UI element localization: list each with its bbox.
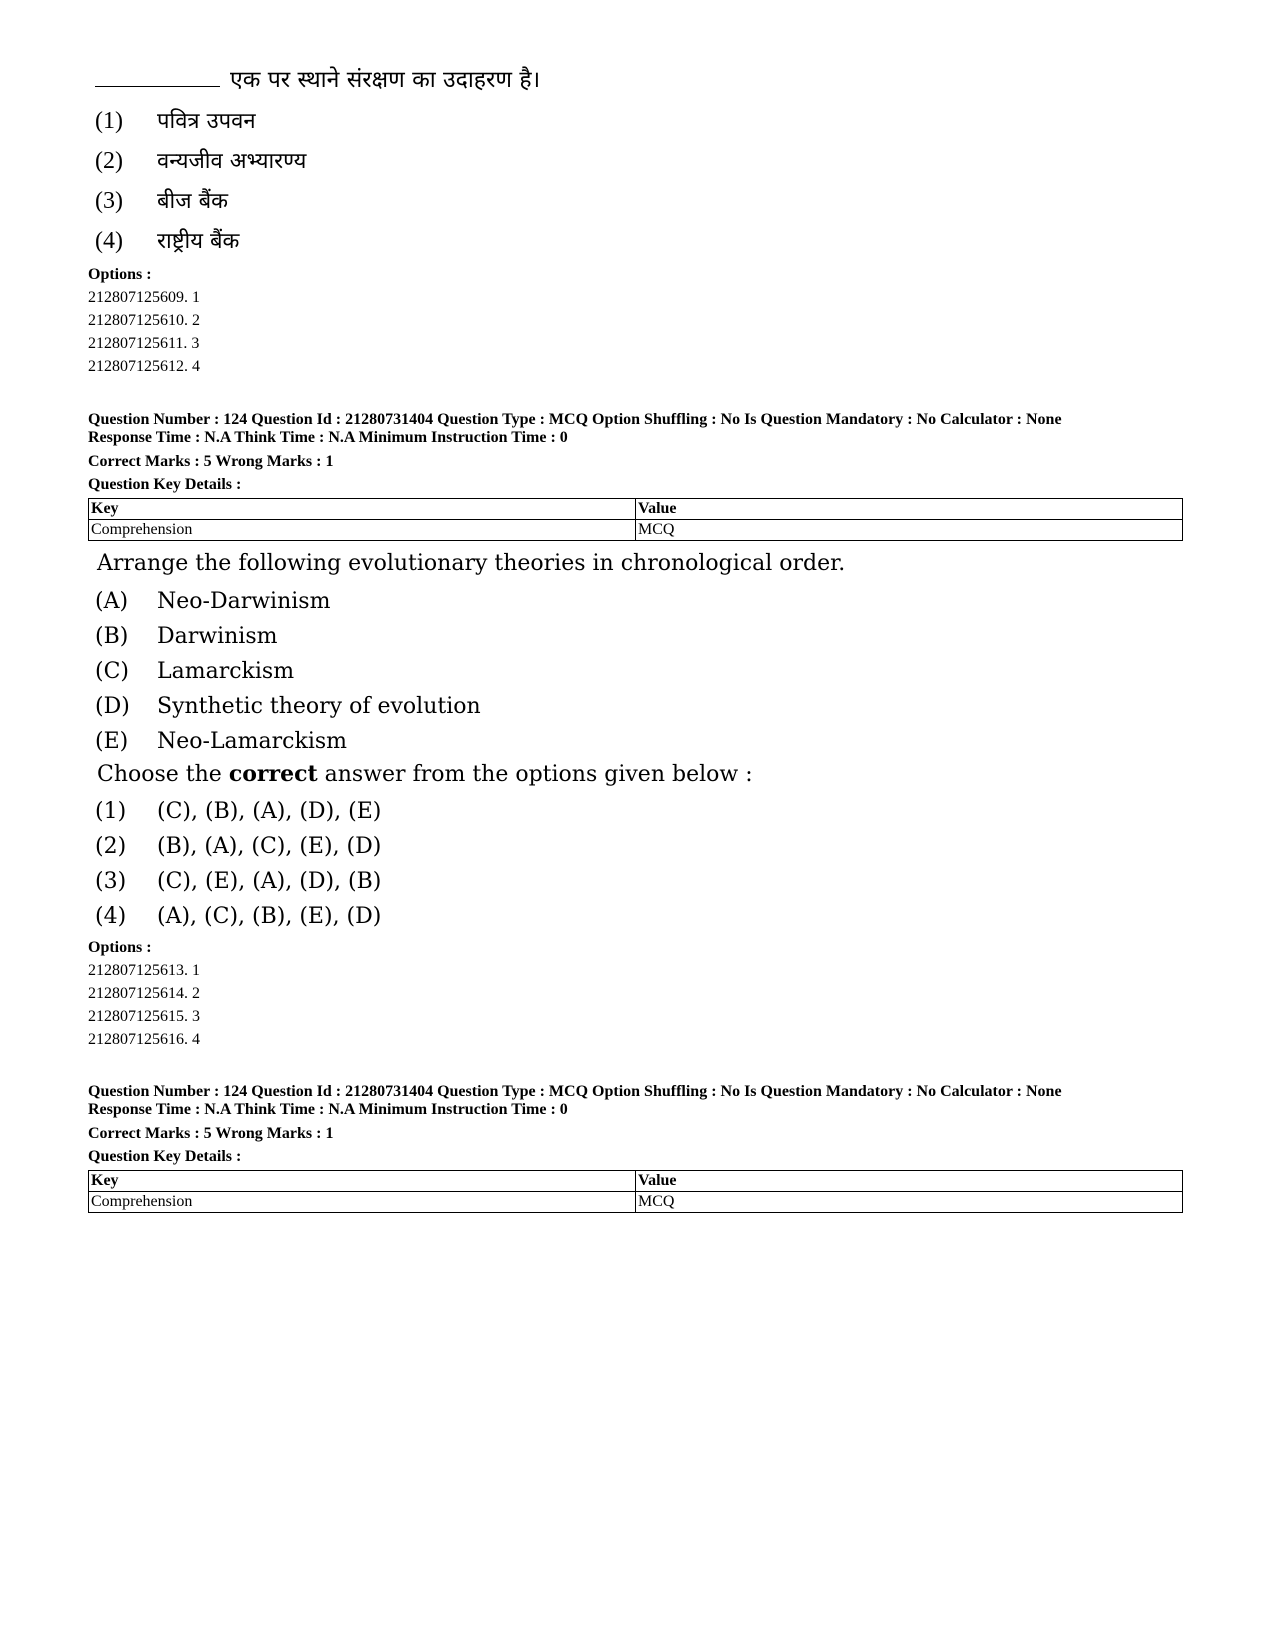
question-meta-line1: Question Number : 124 Question Id : 21280731404 Question Type : MCQ Option Shuffling : No Is Question Mandatory : No Calculator : None [88,411,1062,428]
item-label: (E) [95,729,129,754]
choice-1 [95,105,256,135]
table-cell-key: Comprehension [89,1192,636,1213]
option-id: 212807125611. 3 [88,335,200,352]
item-label: (A) [95,589,129,614]
choice-number: (4) [95,228,123,254]
item-label: (C) [95,659,129,684]
table-header-key: Key [89,499,636,520]
question-stem [95,62,540,94]
choice-text: (C), (E), (A), (D), (B) [157,869,382,894]
question-meta-line1: Question Number : 124 Question Id : 21280731404 Question Type : MCQ Option Shuffling : No Is Question Mandatory : No Calculator : None [88,1083,1062,1100]
item-d [95,691,481,719]
choice-4 [95,225,239,255]
item-b [95,621,278,649]
key-details-label: Question Key Details : [88,1148,242,1165]
choice-number: (4) [95,904,127,929]
choice-number: (2) [95,834,127,859]
choice-number: (3) [95,869,127,894]
item-c [95,656,294,684]
question-stem-text: एक पर स्थाने संरक्षण का उदाहरण है। [230,67,541,93]
table-header-key: Key [89,1171,636,1192]
item-a [95,586,330,614]
choice-text: (A), (C), (B), (E), (D) [157,904,382,929]
marks-info: Correct Marks : 5 Wrong Marks : 1 [88,453,334,470]
option-id: 212807125614. 2 [88,985,200,1002]
answer-blank [95,68,220,87]
instruction-bold: correct [228,761,318,787]
table-cell-value: MCQ [636,520,1183,541]
choice-text: (C), (B), (A), (D), (E) [157,799,382,824]
option-id: 212807125609. 1 [88,289,200,306]
choice-2 [95,831,381,859]
choice-number: (1) [95,799,127,824]
question-meta-line2: Response Time : N.A Think Time : N.A Minimum Instruction Time : 0 [88,1101,568,1118]
option-id: 212807125615. 3 [88,1008,200,1025]
key-details-table [88,498,1183,541]
choice-text: राष्ट्रीय बैंक [157,229,240,254]
instruction-text [97,761,753,787]
instruction-pre: Choose the [97,762,229,787]
choice-4 [95,901,381,929]
options-label: Options : [88,266,152,283]
item-label: (D) [95,694,130,719]
choice-2 [95,145,306,175]
choice-text: बीज बैंक [157,189,229,214]
item-text: Lamarckism [157,659,295,684]
item-text: Neo-Lamarckism [157,729,348,754]
table-header-value: Value [636,1171,1183,1192]
table-cell-key: Comprehension [89,520,636,541]
choice-3 [95,866,381,894]
option-id: 212807125612. 4 [88,358,200,375]
item-e [95,726,347,754]
option-id: 212807125610. 2 [88,312,200,329]
key-details-table [88,1170,1183,1213]
choice-number: (2) [95,148,123,174]
choice-text: (B), (A), (C), (E), (D) [157,834,382,859]
instruction-post: answer from the options given below : [317,762,753,787]
choice-1 [95,796,381,824]
item-text: Darwinism [157,624,278,649]
marks-info: Correct Marks : 5 Wrong Marks : 1 [88,1125,334,1142]
choice-text: पवित्र उपवन [157,109,256,134]
option-id: 212807125616. 4 [88,1031,200,1048]
choice-3 [95,185,228,215]
choice-number: (1) [95,108,123,134]
option-id: 212807125613. 1 [88,962,200,979]
options-label: Options : [88,939,152,956]
choice-text: वन्यजीव अभ्यारण्य [157,149,307,174]
item-text: Synthetic theory of evolution [157,694,481,719]
question-text: Arrange the following evolutionary theories in chronological order. [97,551,846,576]
question-meta-line2: Response Time : N.A Think Time : N.A Minimum Instruction Time : 0 [88,429,568,446]
key-details-label: Question Key Details : [88,476,242,493]
table-header-value: Value [636,499,1183,520]
item-text: Neo-Darwinism [157,589,331,614]
choice-number: (3) [95,188,123,214]
table-cell-value: MCQ [636,1192,1183,1213]
item-label: (B) [95,624,129,649]
